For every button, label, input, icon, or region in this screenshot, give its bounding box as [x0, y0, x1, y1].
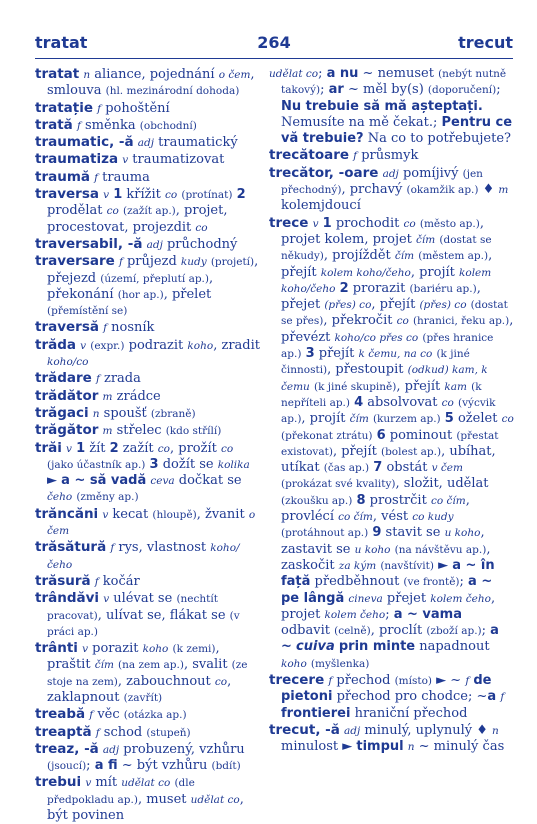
dictionary-entry: trăda v (expr.) podrazit koho, zradit koho/co: [35, 336, 260, 369]
page-number: 264: [257, 33, 291, 52]
dictionary-entry: trece v 1 prochodit co (město ap.), projet kolem, projet čím (dostat se někudy), projíždět čím (městem ap.), přejít kolem koho/čeho, projít kolem koho/čeho 2 prorazit (bariéru ap.), přejet (přes) co, přejít (přes) co (dostat se přes), překročit co (hranici, řeku ap.), převézt koho/co přes co (přes hranice ap.) 3 přejít k čemu, na co (k jiné činnosti), přestoupit (odkud) kam, k čemu (k jiné skupině), přejít kam (k nepříteli ap.) 4 absolvovat co (výcvik ap.), projít čím (kurzem ap.) 5 oželet co (překonat ztrátu) 6 pominout (přestat existovat), přejít (bolest ap.), ubíhat, utíkat (čas ap.) 7 obstát v čem (prokázat své kvality), složit, udělat (zkoušku ap.) 8 prostrčit co čím, provlécí co čím, vést co kudy (protáhnout ap.) 9 stavit se u koho, zastavit se u koho (na návštěvu ap.), zaskočit za kým (navštívit) ► a ~ în față předběhnout (ve frontě); a ~ pe lângă cineva přejet kolem čeho, projet kolem čeho; a ~ vama odbavit (celně), proclít (zboží ap.); a ~ cuiva prin minte napadnout koho (myšlenka): [269, 214, 514, 670]
dictionary-entry: trecătoare f průsmyk: [269, 147, 419, 164]
dictionary-entry: trăi v 1 žít 2 zažít co, prožít co (jako účastník ap.) 3 dožít se kolika ► a ~ să vadă ceva dočkat se čeho (změny ap.): [35, 439, 250, 504]
page-header: [35, 33, 513, 57]
header-right-guide-word: trecut: [458, 33, 513, 52]
left-column: [35, 66, 263, 824]
dictionary-entry: trăncăni v kecat (hloupě), žvanit o čem: [35, 505, 256, 538]
dictionary-entry: treaptă f schod (stupeň): [35, 723, 191, 740]
dictionary-entry: trăsătură f rys, vlastnost koho/čeho: [35, 539, 240, 571]
dictionary-entry: traumă f trauma: [35, 168, 150, 185]
dictionary-entry: trecere f přechod (místo) ► ~ f de pietoni přechod pro chodce; ~a f frontierei hraniční přechod: [269, 671, 505, 721]
dictionary-entry: udělat co; a nu ~ nemuset (nebýt nutně takový); ar ~ měl by(s) (doporučení); Nu trebuie să mă așteptați. Nemusíte na mě čekat.; Pentru ce vă trebuie? Na co to potřebujete?: [269, 66, 513, 147]
dictionary-entry: trată f směnka (obchodní): [35, 116, 197, 133]
dictionary-entry: trădător m zrádce: [35, 387, 161, 404]
dictionary-entry: trebui v mít udělat co (dle předpokladu ap.), muset udělat co, být povinen: [35, 774, 244, 824]
dictionary-entry: traversa v 1 křížit co (protínat) 2 prodělat co (zažít ap.), projet, procestovat, projezdit co: [35, 186, 246, 235]
dictionary-entry: traversă f nosník: [35, 319, 155, 336]
dictionary-entry: treabă f věc (otázka ap.): [35, 706, 187, 723]
dictionary-entry: treaz, -ă adj probuzený, vzhůru (jsoucí); a fi ~ být vzhůru (bdít): [35, 740, 245, 774]
dictionary-entry: traversare f průjezd kudy (projetí), přejezd (území, přeplutí ap.), překonání (hor ap.), přelet (přemístění se): [35, 253, 259, 318]
dictionary-entry: trăgaci n spoušť (zbraně): [35, 404, 196, 421]
dictionary-entry: traumatiza v traumatizovat: [35, 151, 225, 168]
dictionary-entry: traversabil, -ă adj průchodný: [35, 235, 238, 252]
dictionary-entry: trăsură f kočár: [35, 572, 140, 589]
dictionary-entry: trăgător m střelec (kdo střílí): [35, 422, 222, 439]
dictionary-entry: tratație f pohoštění: [35, 99, 170, 116]
dictionary-entry: trecător, -oare adj pomíjivý (jen přechodný), prchavý (okamžik ap.) ♦ m kolemjdoucí: [269, 164, 509, 214]
dictionary-entry: traumatic, -ă adj traumatický: [35, 134, 238, 151]
dictionary-entry: trădare f zrada: [35, 370, 141, 387]
dictionary-entry: tratat n aliance, pojednání o čem, smlouva (hl. mezinárodní dohoda): [35, 66, 255, 99]
dictionary-entry: trânti v porazit koho (k zemi), praštit čím (na zem ap.), svalit (ze stoje na zem), zabouchnout co, zaklapnout (zavřít): [35, 640, 248, 705]
right-column: [269, 66, 514, 755]
header-left-guide-word: tratat: [35, 33, 88, 52]
dictionary-entry: trecut, -ă adj minulý, uplynulý ♦ n minulost ► timpul n ~ minulý čas: [269, 721, 505, 755]
dictionary-entry: trândăvi v ulévat se (nechtít pracovat), ulívat se, flákat se (v práci ap.): [35, 590, 240, 638]
header-rule: [35, 58, 513, 59]
